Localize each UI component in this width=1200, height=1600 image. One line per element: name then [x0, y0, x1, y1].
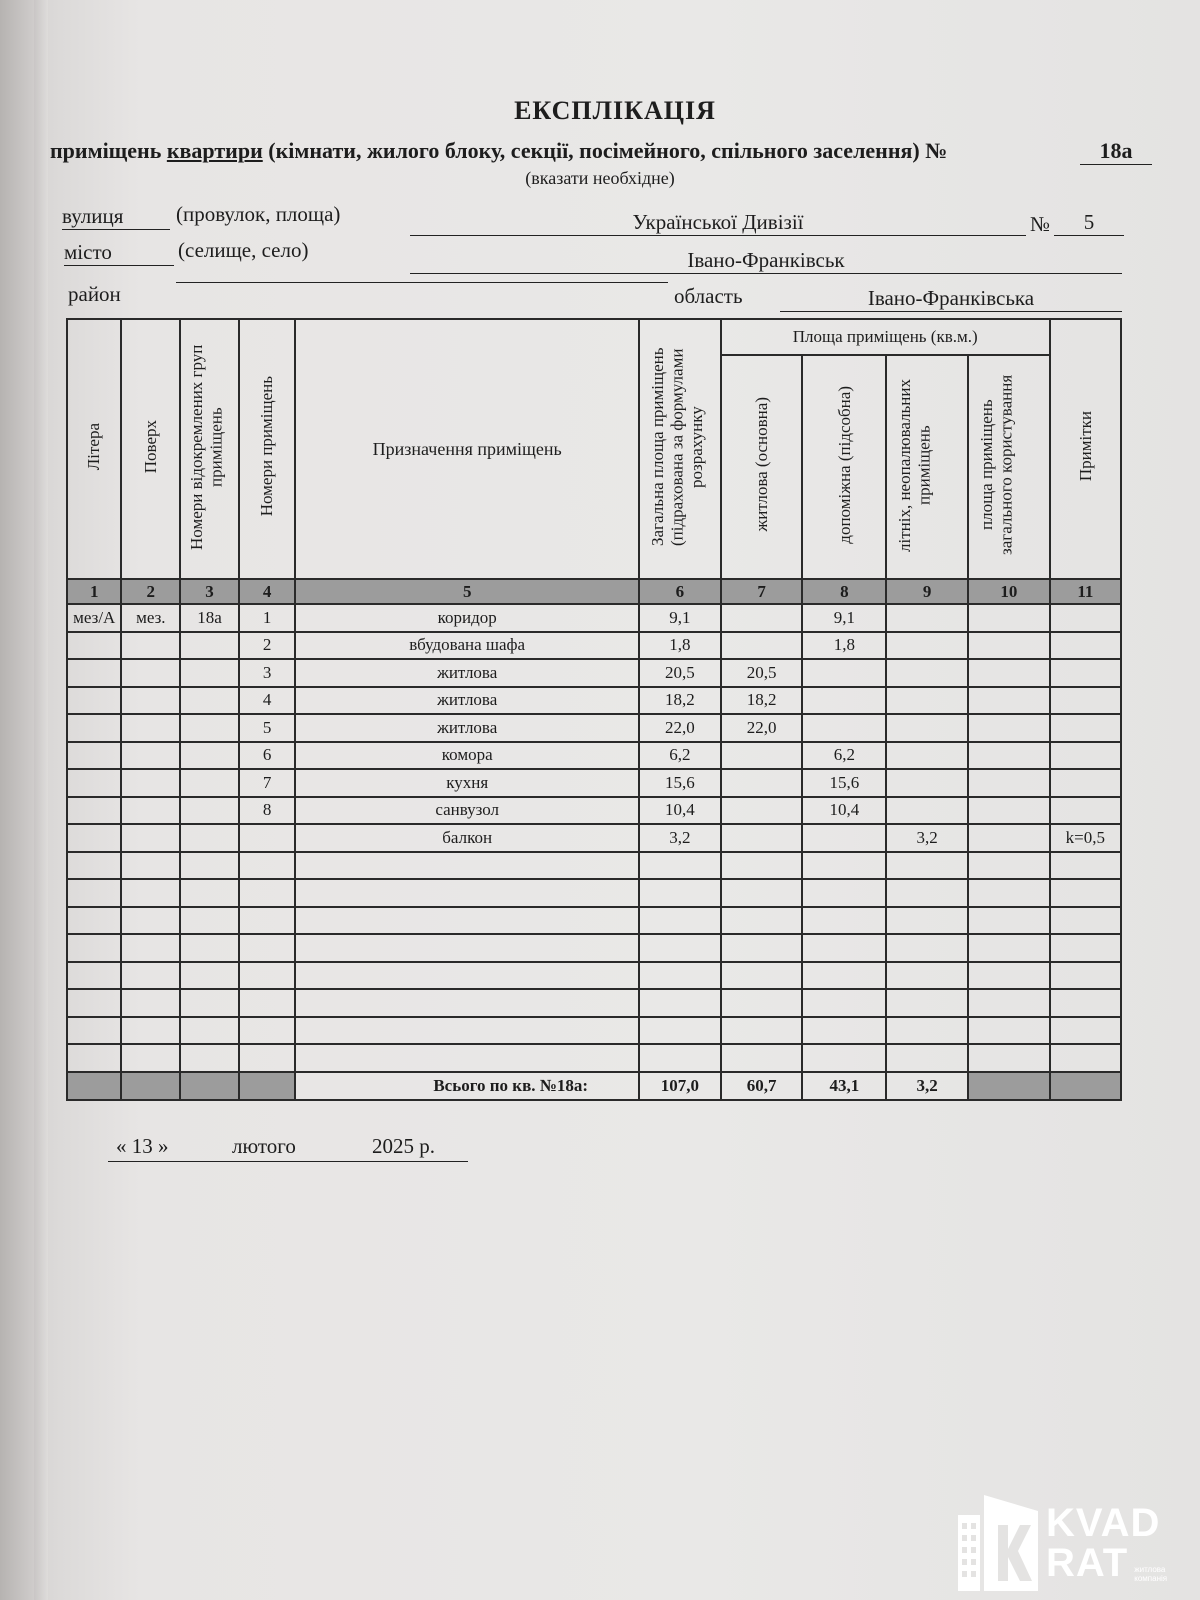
cell-notes	[1050, 769, 1121, 797]
table-row	[67, 604, 1121, 632]
date-day: « 13 »	[116, 1134, 169, 1158]
cell-room-no	[239, 852, 296, 880]
cell-litera	[67, 1017, 121, 1045]
cell-group	[180, 1044, 239, 1072]
cell-common	[968, 769, 1050, 797]
cell-floor: мез.	[121, 604, 180, 632]
cell-group	[180, 989, 239, 1017]
city-label: місто	[64, 240, 174, 266]
cell-group	[180, 879, 239, 907]
page-binding-shadow	[34, 0, 48, 1600]
cell-total-area: 20,5	[639, 659, 721, 687]
cell-living	[721, 604, 803, 632]
cell-group	[180, 769, 239, 797]
date-year: 2025 р.	[372, 1134, 435, 1158]
table-row	[67, 1017, 1121, 1045]
cell-living	[721, 962, 803, 990]
header-room-numbers: Номери приміщень	[239, 319, 296, 579]
cell-room-no	[239, 824, 296, 852]
cell-total-area: 10,4	[639, 797, 721, 825]
table-row	[67, 769, 1121, 797]
cell-floor	[121, 632, 180, 660]
cell-room-no: 8	[239, 797, 296, 825]
cell-floor	[121, 879, 180, 907]
cell-purpose	[295, 879, 639, 907]
cell-litera	[67, 714, 121, 742]
cell-summer	[886, 604, 968, 632]
cell-summer	[886, 852, 968, 880]
cell-notes	[1050, 989, 1121, 1017]
cell-group	[180, 742, 239, 770]
cell-notes	[1050, 1017, 1121, 1045]
table-row	[67, 824, 1121, 852]
column-number-cell: 5	[295, 579, 639, 604]
cell-purpose: комора	[295, 742, 639, 770]
header-living: житлова (основна)	[721, 355, 803, 579]
subtitle-prefix: приміщень	[50, 138, 167, 163]
cell-total-area: 15,6	[639, 769, 721, 797]
header-area-group: Площа приміщень (кв.м.)	[721, 319, 1050, 355]
cell-floor	[121, 934, 180, 962]
header-notes: Примітки	[1050, 319, 1121, 579]
column-number-cell: 1	[67, 579, 121, 604]
cell-litera	[67, 687, 121, 715]
header-floor: Поверх	[121, 319, 180, 579]
cell-total-area	[639, 962, 721, 990]
total-cell-blank	[121, 1072, 180, 1100]
cell-summer	[886, 769, 968, 797]
cell-summer	[886, 962, 968, 990]
watermark-line2: RAT	[1046, 1541, 1129, 1585]
cell-living	[721, 769, 803, 797]
cell-notes	[1050, 907, 1121, 935]
cell-floor	[121, 989, 180, 1017]
cell-common	[968, 797, 1050, 825]
cell-floor	[121, 769, 180, 797]
document-date	[108, 1128, 468, 1162]
cell-total-area	[639, 1044, 721, 1072]
cell-room-no: 6	[239, 742, 296, 770]
cell-summer: 3,2	[886, 824, 968, 852]
cell-room-no: 3	[239, 659, 296, 687]
column-number-cell: 9	[886, 579, 968, 604]
cell-floor	[121, 659, 180, 687]
cell-living	[721, 824, 803, 852]
street-value: Української Дивізії	[410, 210, 1026, 236]
total-common-sum	[968, 1072, 1050, 1100]
cell-notes	[1050, 742, 1121, 770]
table-row	[67, 989, 1121, 1017]
cell-litera	[67, 1044, 121, 1072]
cell-notes	[1050, 934, 1121, 962]
cell-common	[968, 659, 1050, 687]
cell-living	[721, 907, 803, 935]
cell-auxiliary: 1,8	[802, 632, 886, 660]
cell-group	[180, 907, 239, 935]
cell-notes	[1050, 879, 1121, 907]
cell-common	[968, 989, 1050, 1017]
header-summer: літніх, неопалювальних приміщень	[886, 355, 968, 579]
document-note: (вказати необхідне)	[525, 168, 675, 188]
cell-litera	[67, 852, 121, 880]
cell-purpose: житлова	[295, 687, 639, 715]
cell-living	[721, 742, 803, 770]
cell-litera	[67, 962, 121, 990]
cell-common	[968, 934, 1050, 962]
cell-litera	[67, 934, 121, 962]
house-number-label: №	[1030, 212, 1051, 236]
cell-auxiliary	[802, 659, 886, 687]
cell-living	[721, 1017, 803, 1045]
cell-common	[968, 1017, 1050, 1045]
cell-common	[968, 879, 1050, 907]
total-cell-blank	[239, 1072, 296, 1100]
region-label: область	[674, 284, 743, 308]
cell-group	[180, 824, 239, 852]
cell-total-area	[639, 1017, 721, 1045]
kvadrat-watermark	[958, 1488, 1190, 1598]
cell-purpose	[295, 962, 639, 990]
watermark-small-text: житлова компанія	[1134, 1565, 1168, 1583]
cell-summer	[886, 1044, 968, 1072]
cell-auxiliary	[802, 824, 886, 852]
table-row	[67, 852, 1121, 880]
cell-floor	[121, 907, 180, 935]
header-litera: Літера	[67, 319, 121, 579]
explication-table	[66, 318, 1122, 1101]
cell-living	[721, 632, 803, 660]
cell-litera	[67, 989, 121, 1017]
cell-group	[180, 659, 239, 687]
cell-auxiliary	[802, 934, 886, 962]
cell-living: 22,0	[721, 714, 803, 742]
cell-common	[968, 824, 1050, 852]
district-label: район	[68, 282, 121, 306]
cell-purpose: вбудована шафа	[295, 632, 639, 660]
page-binding-edge	[0, 0, 34, 1600]
cell-common	[968, 632, 1050, 660]
cell-room-no: 2	[239, 632, 296, 660]
cell-summer	[886, 907, 968, 935]
subtitle-underlined: квартири	[166, 138, 263, 163]
cell-common	[968, 907, 1050, 935]
cell-purpose: житлова	[295, 714, 639, 742]
total-label: Всього по кв. №18а:	[295, 1072, 639, 1100]
subtitle-rest: (кімнати, жилого блоку, секції, посімейного, спільного заселення) №	[262, 138, 948, 163]
header-group-numbers: Номери відокремлених груп приміщень	[180, 319, 239, 579]
cell-room-no: 5	[239, 714, 296, 742]
cell-living	[721, 879, 803, 907]
cell-living: 20,5	[721, 659, 803, 687]
house-number-value: 5	[1054, 210, 1124, 236]
cell-litera	[67, 797, 121, 825]
cell-group	[180, 632, 239, 660]
table-row	[67, 632, 1121, 660]
cell-floor	[121, 852, 180, 880]
cell-summer	[886, 989, 968, 1017]
cell-summer	[886, 687, 968, 715]
cell-notes	[1050, 714, 1121, 742]
cell-total-area	[639, 989, 721, 1017]
city-value: Івано-Франківськ	[410, 248, 1122, 274]
cell-total-area	[639, 907, 721, 935]
total-area-sum: 107,0	[639, 1072, 721, 1100]
cell-litera	[67, 769, 121, 797]
table-row	[67, 742, 1121, 770]
cell-purpose	[295, 934, 639, 962]
table-row	[67, 687, 1121, 715]
cell-purpose	[295, 989, 639, 1017]
cell-common	[968, 962, 1050, 990]
cell-common	[968, 714, 1050, 742]
column-number-cell: 3	[180, 579, 239, 604]
cell-common	[968, 742, 1050, 770]
table-row	[67, 934, 1121, 962]
column-number-row	[67, 579, 1121, 604]
cell-auxiliary	[802, 1017, 886, 1045]
cell-summer	[886, 934, 968, 962]
cell-auxiliary	[802, 852, 886, 880]
cell-floor	[121, 1017, 180, 1045]
table-row	[67, 714, 1121, 742]
cell-room-no	[239, 962, 296, 990]
cell-summer	[886, 879, 968, 907]
cell-room-no: 1	[239, 604, 296, 632]
total-cell-blank	[67, 1072, 121, 1100]
cell-summer	[886, 714, 968, 742]
date-month: лютого	[232, 1134, 296, 1158]
cell-auxiliary	[802, 714, 886, 742]
cell-room-no: 7	[239, 769, 296, 797]
watermark-line1: KVAD	[1046, 1501, 1161, 1545]
cell-notes	[1050, 604, 1121, 632]
cell-group	[180, 1017, 239, 1045]
cell-room-no	[239, 934, 296, 962]
cell-notes	[1050, 659, 1121, 687]
cell-auxiliary: 15,6	[802, 769, 886, 797]
table-row	[67, 879, 1121, 907]
cell-common	[968, 852, 1050, 880]
cell-notes	[1050, 632, 1121, 660]
cell-purpose	[295, 1044, 639, 1072]
column-number-cell: 4	[239, 579, 296, 604]
column-number-cell: 11	[1050, 579, 1121, 604]
cell-room-no: 4	[239, 687, 296, 715]
street-alt-label: (провулок, площа)	[176, 202, 341, 226]
cell-living: 18,2	[721, 687, 803, 715]
cell-total-area	[639, 852, 721, 880]
total-row	[67, 1072, 1121, 1100]
cell-room-no	[239, 1044, 296, 1072]
cell-living	[721, 1044, 803, 1072]
total-summer-sum: 3,2	[886, 1072, 968, 1100]
cell-purpose: санвузол	[295, 797, 639, 825]
cell-total-area	[639, 879, 721, 907]
district-value	[176, 282, 668, 283]
cell-auxiliary	[802, 1044, 886, 1072]
cell-notes	[1050, 687, 1121, 715]
cell-notes	[1050, 962, 1121, 990]
cell-litera	[67, 907, 121, 935]
cell-purpose	[295, 1017, 639, 1045]
city-alt-label: (селище, село)	[178, 238, 309, 262]
cell-room-no	[239, 879, 296, 907]
cell-notes	[1050, 852, 1121, 880]
cell-notes	[1050, 1044, 1121, 1072]
column-number-cell: 8	[802, 579, 886, 604]
cell-purpose	[295, 907, 639, 935]
header-auxiliary: допоміжна (підсобна)	[802, 355, 886, 579]
header-common: площа приміщень загального користування	[968, 355, 1050, 579]
table-row	[67, 907, 1121, 935]
cell-notes: k=0,5	[1050, 824, 1121, 852]
total-cell-blank	[180, 1072, 239, 1100]
cell-purpose: коридор	[295, 604, 639, 632]
cell-summer	[886, 1017, 968, 1045]
cell-summer	[886, 797, 968, 825]
cell-floor	[121, 714, 180, 742]
cell-room-no	[239, 1017, 296, 1045]
header-purpose: Призначення приміщень	[295, 319, 639, 579]
cell-room-no	[239, 907, 296, 935]
cell-floor	[121, 824, 180, 852]
cell-auxiliary	[802, 962, 886, 990]
cell-auxiliary: 9,1	[802, 604, 886, 632]
cell-auxiliary: 10,4	[802, 797, 886, 825]
cell-floor	[121, 962, 180, 990]
cell-purpose: житлова	[295, 659, 639, 687]
column-number-cell: 7	[721, 579, 803, 604]
region-value: Івано-Франківська	[780, 286, 1122, 312]
cell-total-area: 1,8	[639, 632, 721, 660]
street-label: вулиця	[62, 204, 170, 230]
cell-summer	[886, 632, 968, 660]
cell-group	[180, 852, 239, 880]
cell-living	[721, 797, 803, 825]
cell-living	[721, 934, 803, 962]
cell-purpose: кухня	[295, 769, 639, 797]
cell-auxiliary	[802, 879, 886, 907]
cell-group: 18а	[180, 604, 239, 632]
cell-total-area: 9,1	[639, 604, 721, 632]
table-row	[67, 1044, 1121, 1072]
cell-group	[180, 797, 239, 825]
table-row	[67, 962, 1121, 990]
cell-litera	[67, 659, 121, 687]
cell-total-area: 22,0	[639, 714, 721, 742]
cell-litera	[67, 879, 121, 907]
cell-total-area	[639, 934, 721, 962]
cell-group	[180, 934, 239, 962]
building-logo-icon	[958, 1495, 1038, 1591]
column-number-cell: 10	[968, 579, 1050, 604]
cell-group	[180, 962, 239, 990]
cell-purpose	[295, 852, 639, 880]
cell-litera	[67, 824, 121, 852]
total-living-sum: 60,7	[721, 1072, 803, 1100]
cell-living	[721, 852, 803, 880]
cell-auxiliary	[802, 907, 886, 935]
cell-common	[968, 604, 1050, 632]
document-title: ЕКСПЛІКАЦІЯ	[514, 96, 716, 125]
total-auxiliary-sum: 43,1	[802, 1072, 886, 1100]
cell-floor	[121, 687, 180, 715]
column-number-cell: 6	[639, 579, 721, 604]
cell-floor	[121, 742, 180, 770]
cell-group	[180, 687, 239, 715]
cell-floor	[121, 1044, 180, 1072]
cell-notes	[1050, 797, 1121, 825]
cell-purpose: балкон	[295, 824, 639, 852]
cell-auxiliary	[802, 687, 886, 715]
cell-common	[968, 1044, 1050, 1072]
cell-litera	[67, 632, 121, 660]
header-total-area: Загальна площа приміщень (підрахована за формулами розрахунку	[639, 319, 721, 579]
total-notes	[1050, 1072, 1121, 1100]
cell-room-no	[239, 989, 296, 1017]
column-number-cell: 2	[121, 579, 180, 604]
cell-summer	[886, 659, 968, 687]
table-row	[67, 797, 1121, 825]
cell-total-area: 18,2	[639, 687, 721, 715]
cell-auxiliary: 6,2	[802, 742, 886, 770]
table-row	[67, 659, 1121, 687]
cell-total-area: 6,2	[639, 742, 721, 770]
cell-auxiliary	[802, 989, 886, 1017]
cell-summer	[886, 742, 968, 770]
cell-floor	[121, 797, 180, 825]
apartment-number: 18а	[1080, 138, 1152, 165]
cell-common	[968, 687, 1050, 715]
document-subtitle	[50, 138, 947, 164]
cell-litera: мез/А	[67, 604, 121, 632]
cell-living	[721, 989, 803, 1017]
cell-total-area: 3,2	[639, 824, 721, 852]
cell-group	[180, 714, 239, 742]
cell-litera	[67, 742, 121, 770]
